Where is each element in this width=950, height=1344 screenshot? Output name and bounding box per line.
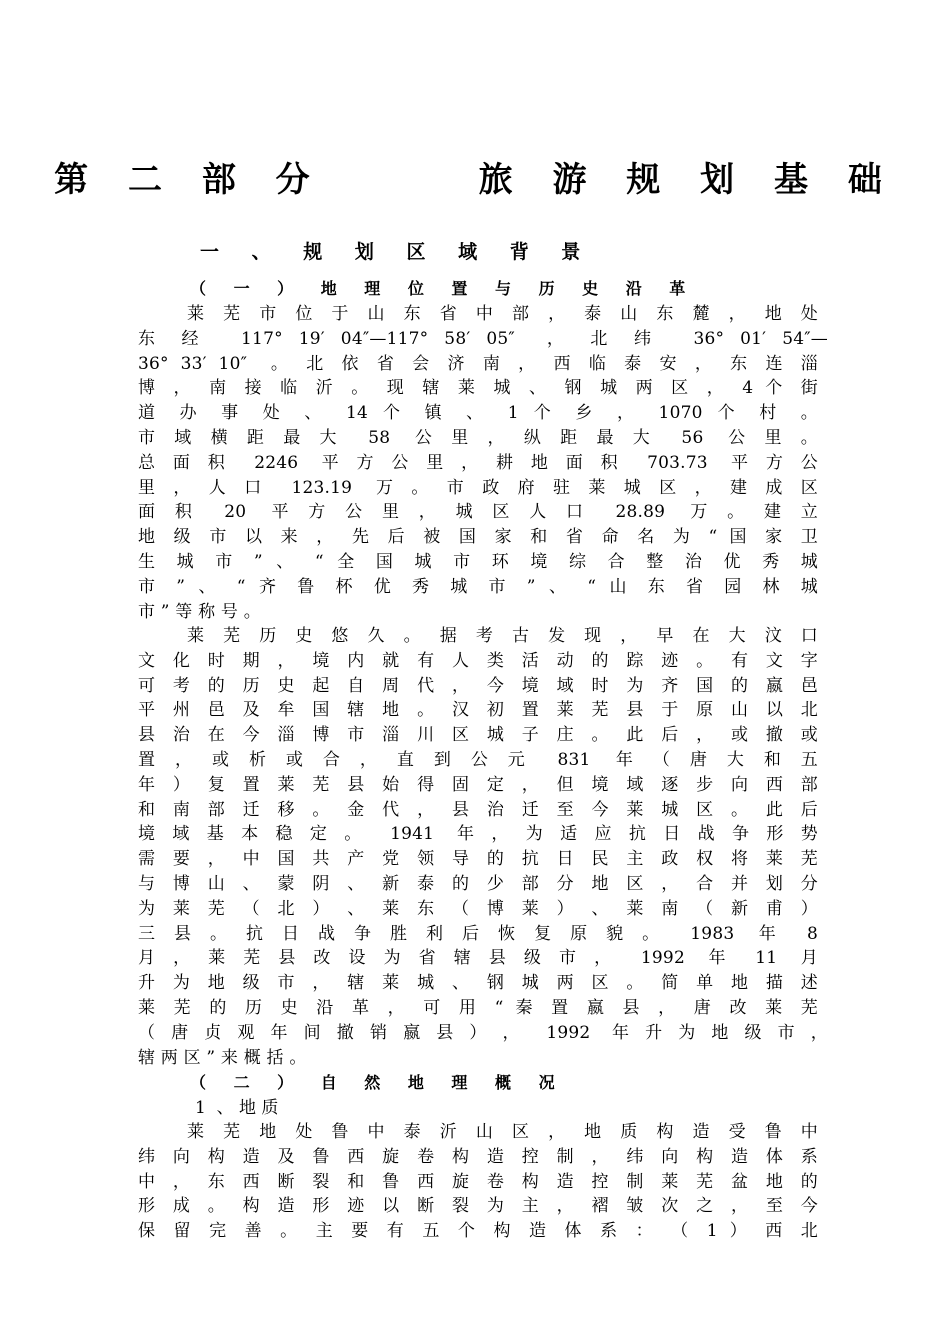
- text-line: 文 化 时 期 ， 境 内 就 有 人 类 活 动 的 踪 迹 。 有 文 字: [138, 650, 818, 671]
- section-heading-1: 一 、 规 划 区 域 背 景: [200, 241, 594, 263]
- text-line: 莱 芜 地 处 鲁 中 泰 沂 山 区 ， 地 质 构 造 受 鲁 中: [138, 1122, 818, 1142]
- text-line: 面 积 20 平 方 公 里 ， 城 区 人 口 28.89 万 。 建 立: [138, 502, 818, 523]
- item-label-geology: 1 、 地 质: [195, 1098, 279, 1118]
- text-line: 置 ， 或 析 或 合 ， 直 到 公 元 831 年 （ 唐 大 和 五: [138, 749, 818, 770]
- text-line: 市 ” 等 称 号 。: [138, 601, 261, 622]
- text-line: 总 面 积 2246 平 方 公 里 ， 耕 地 面 积 703.73 平 方 公: [138, 452, 818, 473]
- text-line: 升 为 地 级 市 ， 辖 莱 城 、 钢 城 两 区 。 简 单 地 描 述: [138, 973, 818, 994]
- text-line: （ 唐 贞 观 年 间 撤 销 嬴 县 ） ， 1992 年 升 为 地 级 市 ，: [138, 1022, 828, 1043]
- text-line: 年 ） 复 置 莱 芜 县 始 得 固 定 ， 但 境 域 逐 步 向 西 部: [138, 774, 818, 795]
- text-line: 生 城 市 ” 、 “ 全 国 城 市 环 境 综 合 整 治 优 秀 城: [138, 551, 818, 572]
- text-line: 可 考 的 历 史 起 自 周 代 ， 今 境 域 时 为 齐 国 的 嬴 邑: [138, 675, 818, 696]
- text-line: 境 域 基 本 稳 定 。 1941 年 ， 为 适 应 抗 日 战 争 形 势: [138, 824, 818, 845]
- text-line: 东 经 117° 19′ 04″—117° 58′ 05″ ， 北 纬 36° 01′ 54″—: [138, 328, 828, 349]
- text-line: 莱 芜 的 历 史 沿 革 ， 可 用 “ 秦 置 嬴 县 ， 唐 改 莱 芜: [138, 997, 818, 1018]
- text-line: 辖 两 区 ” 来 概 括 。: [138, 1047, 307, 1068]
- text-line: 莱 芜 市 位 于 山 东 省 中 部 ， 泰 山 东 麓 ， 地 处: [138, 304, 818, 324]
- text-line: 36° 33′ 10″ 。 北 依 省 会 济 南 ， 西 临 泰 安 ， 东 连 淄: [138, 353, 818, 374]
- text-line: 形 成 。 构 造 形 迹 以 断 裂 为 主 ， 褶 皱 次 之 ， 至 今: [138, 1196, 818, 1217]
- subsection-heading-1: （ 一 ） 地 理 位 置 与 历 史 沿 革: [190, 279, 697, 298]
- paragraph-location: [138, 302, 828, 624]
- text-line: 纬 向 构 造 及 鲁 西 旋 卷 构 造 控 制 ， 纬 向 构 造 体 系: [138, 1146, 818, 1167]
- paragraph-geology: [138, 1120, 818, 1244]
- text-line: 市 ” 、 “ 齐 鲁 杯 优 秀 城 市 ” 、 “ 山 东 省 园 林 城: [138, 576, 818, 597]
- text-line: 市 域 横 距 最 大 58 公 里 ， 纵 距 最 大 56 公 里 。: [138, 427, 818, 448]
- text-line: 中 ， 东 西 断 裂 和 鲁 西 旋 卷 构 造 控 制 莱 芜 盆 地 的: [138, 1171, 818, 1192]
- text-line: 为 莱 芜 （ 北 ） 、 莱 东 （ 博 莱 ） 、 莱 南 （ 新 甫 ）: [138, 898, 818, 919]
- text-line: 莱 芜 历 史 悠 久 。 据 考 古 发 现 ， 早 在 大 汶 口: [138, 626, 818, 646]
- paragraph-history: [138, 624, 828, 1070]
- text-line: 博 ， 南 接 临 沂 。 现 辖 莱 城 、 钢 城 两 区 ， 4 个 街: [138, 378, 818, 399]
- text-line: 三 县 。 抗 日 战 争 胜 利 后 恢 复 原 貌 。 1983 年 8: [138, 923, 818, 944]
- page-title: 第 二 部 分 旅 游 规 划 基 础: [54, 160, 896, 200]
- text-line: 月 ， 莱 芜 县 改 设 为 省 辖 县 级 市 ， 1992 年 11 月: [138, 948, 818, 969]
- text-line: 县 治 在 今 淄 博 市 淄 川 区 城 子 庄 。 此 后 ， 或 撤 或: [138, 725, 818, 746]
- text-line: 道 办 事 处 、 14 个 镇 、 1 个 乡 ， 1070 个 村 。: [138, 403, 818, 424]
- text-line: 地 级 市 以 来 ， 先 后 被 国 家 和 省 命 名 为 “ 国 家 卫: [138, 527, 818, 548]
- text-line: 保 留 完 善 。 主 要 有 五 个 构 造 体 系 ： （ 1 ） 西 北: [138, 1221, 818, 1242]
- subsection-heading-2: （ 二 ） 自 然 地 理 概 况: [190, 1073, 566, 1092]
- text-line: 需 要 ， 中 国 共 产 党 领 导 的 抗 日 民 主 政 权 将 莱 芜: [138, 849, 818, 870]
- text-line: 里 ， 人 口 123.19 万 。 市 政 府 驻 莱 城 区 ， 建 成 区: [138, 477, 818, 498]
- text-line: 与 博 山 、 蒙 阴 、 新 泰 的 少 部 分 地 区 ， 合 并 划 分: [138, 873, 818, 894]
- text-line: 平 州 邑 及 牟 国 辖 地 。 汉 初 置 莱 芜 县 于 原 山 以 北: [138, 700, 818, 721]
- text-line: 和 南 部 迁 移 。 金 代 ， 县 治 迁 至 今 莱 城 区 。 此 后: [138, 799, 818, 820]
